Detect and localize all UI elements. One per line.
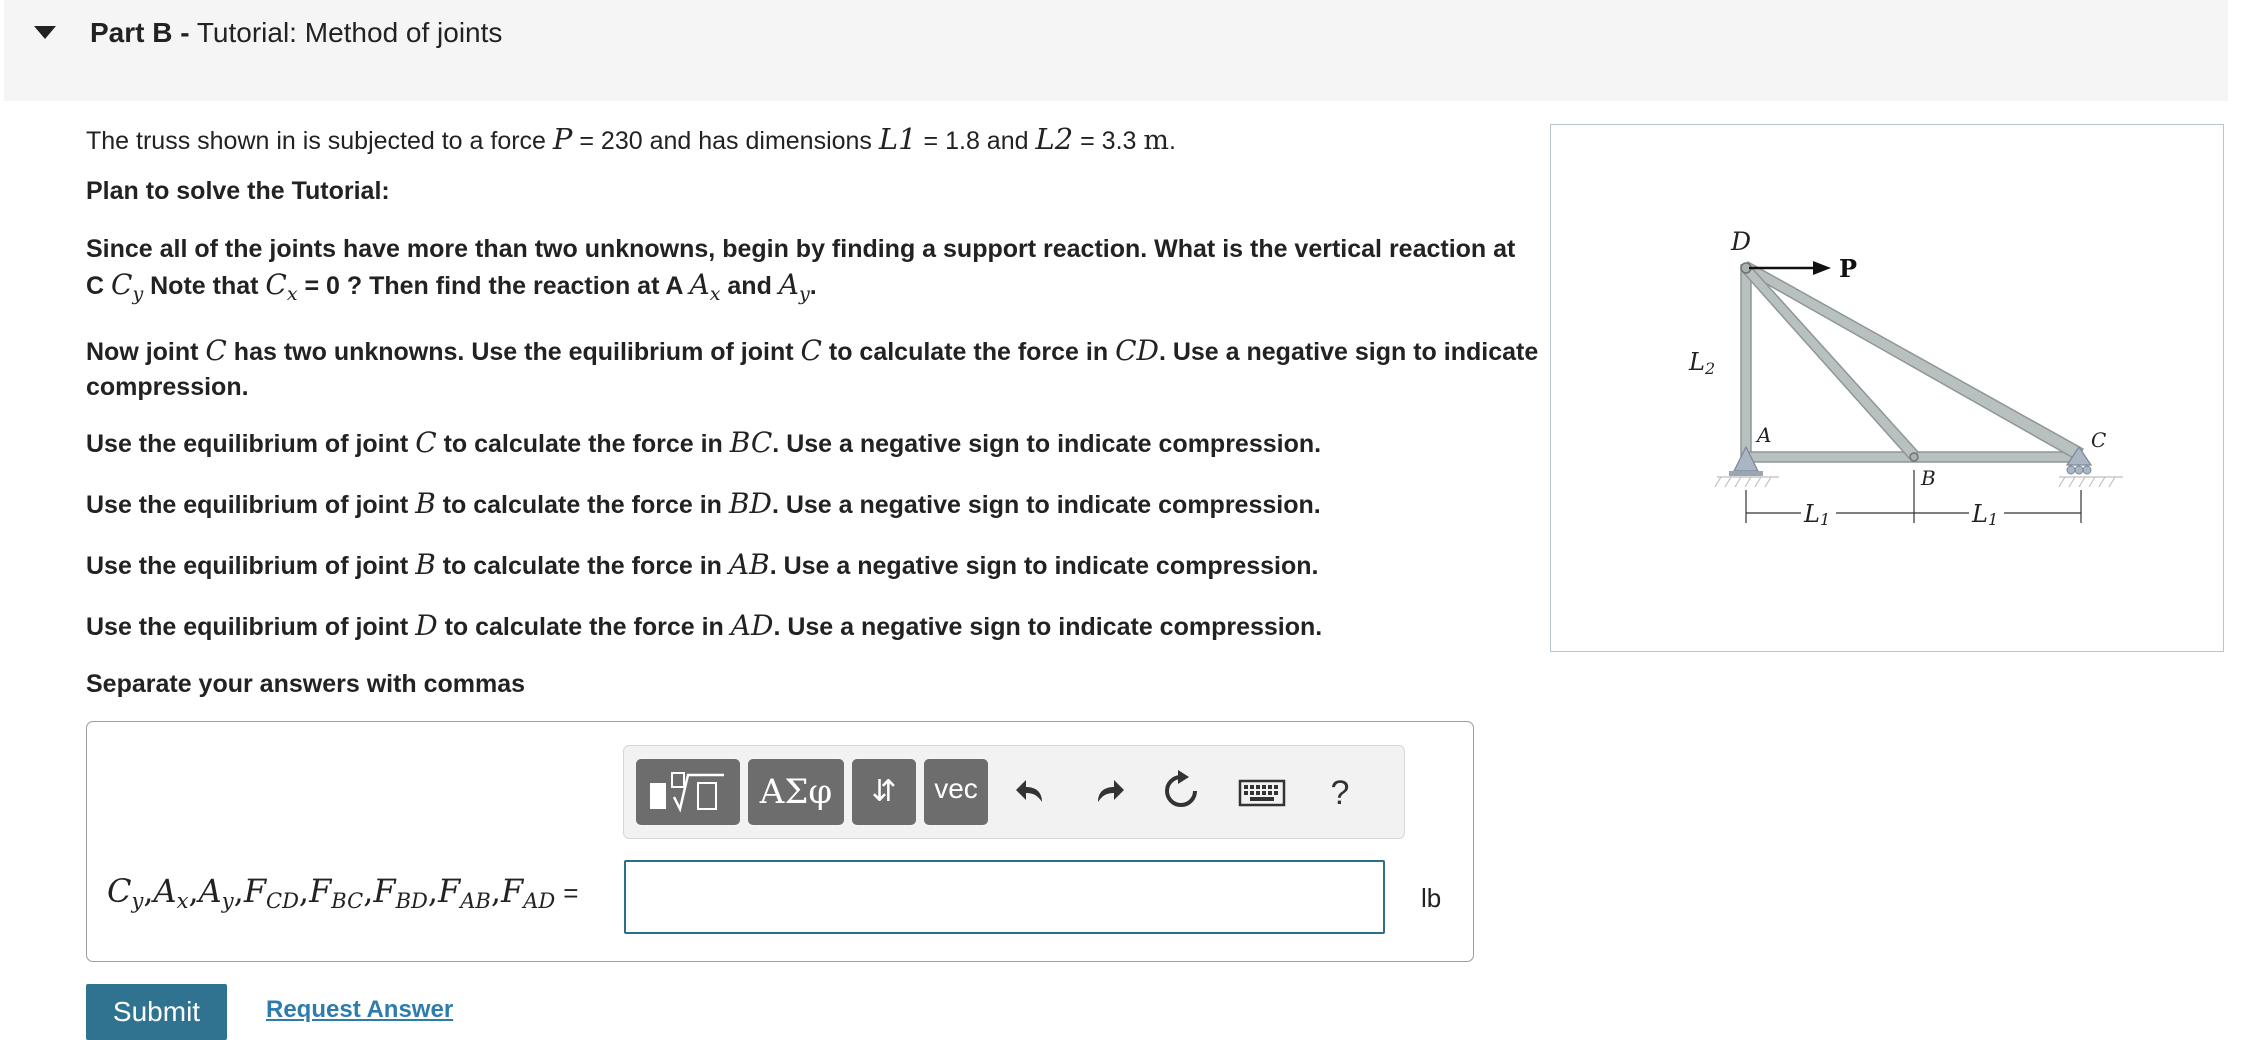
answer-variable-subscript: AD (523, 889, 556, 913)
label-l1-main: L (1804, 500, 1820, 528)
step-text: . (809, 272, 817, 300)
member-var: BD (728, 487, 772, 520)
step-text: Note that (143, 272, 266, 300)
intro-text: The truss shown in is subjected to a force (86, 127, 553, 155)
comma: , (298, 872, 310, 910)
answer-variable: F (501, 872, 524, 910)
member-dc (1744, 262, 2083, 460)
templates-icon (636, 759, 740, 825)
answer-variable: A (153, 872, 177, 910)
step-text: to calculate the force in (437, 613, 731, 641)
var-sub: x (286, 283, 298, 305)
var-l1: L1 (878, 122, 917, 156)
label-d: D (1731, 227, 1752, 256)
dimension-lines (1746, 470, 2081, 523)
answer-variable-subscript: BC (331, 889, 364, 913)
vector-button[interactable]: vec (924, 759, 988, 825)
intro-text: = 1.8 and (916, 127, 1036, 155)
comma: , (363, 872, 374, 910)
joint-var: D (415, 609, 438, 642)
answer-box (86, 721, 1474, 962)
comma: , (427, 872, 439, 910)
step-text: Now joint (86, 338, 206, 366)
step-text: to calculate the force in (435, 552, 729, 580)
joint-var: B (415, 548, 436, 581)
step-text: . Use a negative sign to indicate compression. (772, 430, 1322, 458)
equals-sign: = (563, 878, 579, 908)
var-p: P (552, 122, 573, 156)
truss-figure (1550, 124, 2224, 652)
part-header[interactable] (4, 0, 2228, 101)
keyboard-icon[interactable] (1234, 766, 1290, 816)
answer-variable: F (438, 872, 461, 910)
member-var: AB (728, 548, 770, 581)
label-l2-sub: 2 (1704, 359, 1716, 378)
intro-text: . (1169, 127, 1176, 155)
label-l1-right (1971, 500, 1998, 529)
answer-variable: C (107, 872, 132, 910)
step-text: . Use a negative sign to indicate compression. (769, 552, 1319, 580)
var-sub: x (709, 283, 721, 305)
answer-variable: F (373, 872, 396, 910)
step-text: = 0 ? Then find the reaction at A (297, 272, 690, 300)
answer-unit: lb (1421, 883, 1442, 913)
label-l2 (1688, 348, 1715, 378)
label-b: B (1921, 466, 1936, 490)
answer-variable-subscript: y (221, 889, 234, 913)
ground-hatch (1715, 477, 2123, 487)
answer-variable-subscript: x (176, 889, 189, 913)
templates-button[interactable] (636, 759, 740, 825)
label-p: P (1839, 254, 1858, 283)
answer-variable-subscript: y (131, 889, 144, 913)
step-text: and (720, 272, 779, 300)
member-var: CD (1115, 334, 1159, 367)
problem-statement (86, 122, 1176, 156)
answer-variable: F (243, 872, 267, 910)
help-button[interactable]: ? (1330, 774, 1350, 812)
step-text: to calculate the force in (436, 430, 730, 458)
answer-input[interactable] (624, 860, 1385, 934)
joint-var: C (205, 334, 227, 367)
math-toolbar (623, 745, 1405, 839)
var-ax: A (689, 268, 710, 301)
step-text: Use the equilibrium of joint (86, 430, 416, 458)
plan-step-4 (86, 486, 1526, 523)
plan-step-1 (86, 232, 1526, 312)
label-a: A (1757, 423, 1772, 447)
step-text: to calculate the force in (435, 491, 729, 519)
joint-b (1910, 453, 1918, 461)
reset-icon[interactable] (1156, 766, 1206, 816)
comma: , (143, 872, 154, 910)
answer-variable-subscript: AB (460, 889, 491, 913)
part-label: Part B - (90, 17, 190, 48)
label-l1-sub: 1 (1819, 510, 1831, 529)
joint-var: C (415, 426, 437, 459)
member-var: BC (729, 426, 773, 459)
answer-variables-label (107, 872, 578, 913)
intro-text: = 3.3 (1073, 127, 1144, 155)
redo-icon[interactable] (1082, 766, 1132, 816)
unit-m: m (1143, 125, 1169, 156)
label-l1-main: L (1972, 500, 1988, 528)
member-var: AD (730, 609, 774, 642)
step-text: Since all of the joints have more than two unknowns, begin by finding a support reaction. What is the vertical reaction at C (86, 235, 1516, 300)
step-text: . Use a negative sign to indicate compression. (86, 338, 1539, 401)
plan-step-5 (86, 547, 1526, 584)
intro-text: = 230 and has dimensions (572, 127, 879, 155)
step-text: to calculate the force in (821, 338, 1116, 366)
answer-variable-subscript: CD (266, 889, 299, 913)
var-l2: L2 (1035, 122, 1074, 156)
subscript-superscript-button[interactable]: ⇵ (852, 759, 916, 825)
step-text: . Use a negative sign to indicate compression. (773, 613, 1323, 641)
comma: , (188, 872, 199, 910)
joint-var: C (800, 334, 822, 367)
truss-diagram (1551, 125, 2225, 653)
truss-members (1741, 262, 2083, 462)
plan-heading: Plan to solve the Tutorial: (86, 177, 390, 205)
greek-symbols-button[interactable]: ΑΣφ (748, 759, 844, 825)
part-title (90, 17, 502, 49)
var-cx: C (265, 268, 287, 301)
answer-variable: F (309, 872, 332, 910)
joint-var: B (415, 487, 436, 520)
step-text: Use the equilibrium of joint (86, 613, 416, 641)
var-cy: C (111, 268, 133, 301)
label-l1-left (1803, 500, 1830, 529)
separate-instruction: Separate your answers with commas (86, 670, 526, 698)
label-c: C (2091, 428, 2107, 452)
label-l1-sub: 1 (1987, 510, 1999, 529)
step-text: Use the equilibrium of joint (86, 491, 416, 519)
collapse-caret-icon[interactable] (34, 26, 56, 39)
step-text: Use the equilibrium of joint (86, 552, 416, 580)
var-ay: A (778, 268, 800, 301)
part-title-text: Tutorial: Method of joints (196, 17, 503, 48)
var-sub: y (132, 283, 144, 305)
member-ad (1741, 265, 1751, 458)
plan-step-6 (86, 608, 1526, 645)
label-l2-main: L (1689, 348, 1705, 376)
answer-variable: A (198, 872, 222, 910)
plan-step-3 (86, 425, 1526, 462)
undo-icon[interactable] (1008, 766, 1058, 816)
request-answer-link[interactable]: Request Answer (266, 996, 454, 1023)
answer-variable-subscript: BD (395, 889, 428, 913)
plan-step-2 (86, 333, 1546, 405)
step-text: . Use a negative sign to indicate compression. (771, 491, 1321, 519)
submit-button[interactable]: Submit (86, 984, 227, 1040)
comma: , (233, 872, 244, 910)
comma: , (490, 872, 501, 910)
step-text: has two unknowns. Use the equilibrium of joint (226, 338, 801, 366)
var-sub: y (799, 283, 810, 305)
